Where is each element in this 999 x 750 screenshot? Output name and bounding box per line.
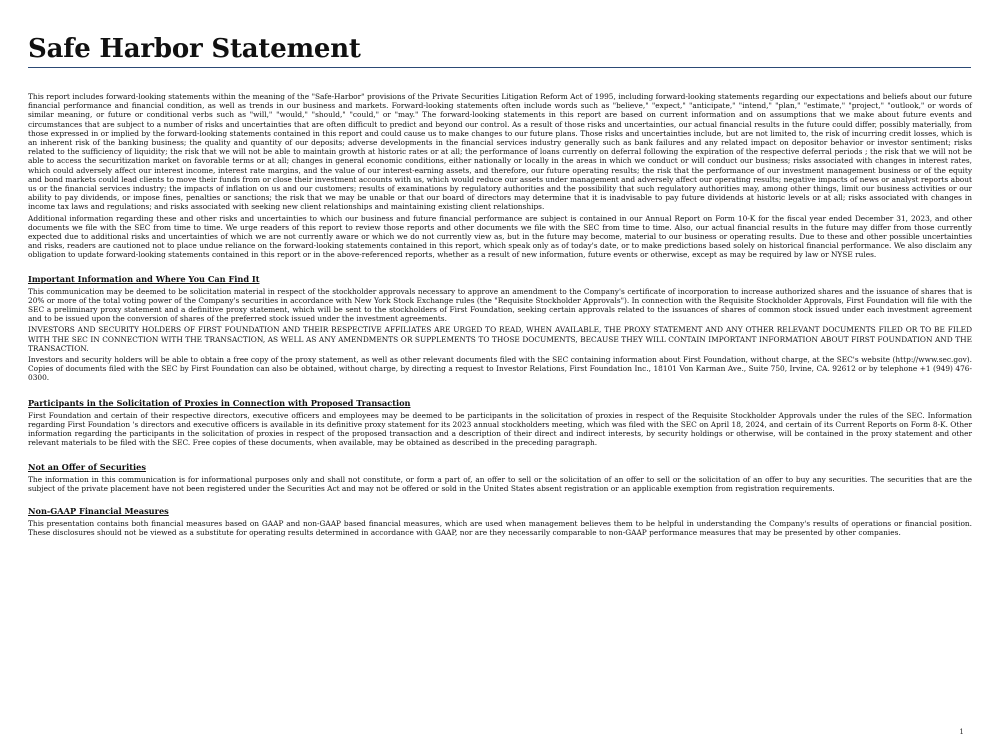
participants-paragraph: First Foundation and certain of their respective directors, executive officers and employees may be deemed to be participants in the solicitation of proxies in respect of the Requisite Stockholder Approvals under the rules of the SEC. Information regarding First Foundation 's directors and executive officers is available in its definitive proxy statement for its 2023 annual stockholders meeting, which was filed with the SEC on April 18, 2024, and certain of its Current Reports on Form 8-K. Other information regarding the participants in the solicitation of proxies in respect of the proposed transaction and a description of their direct and indirect interests, by security holdings or otherwise, will be contained in the proxy statement and other relevant materials to be filed with the SEC. Free copies of these documents, when available, may be obtained as described in the preceding paragraph.	[28, 410, 972, 448]
page-title: Safe Harbor Statement	[28, 34, 361, 64]
participants-heading: Participants in the Solicitation of Proxies in Connection with Proposed Transaction	[28, 397, 411, 408]
participants-section	[28, 398, 972, 448]
non-gaap-section	[28, 506, 972, 537]
important-information-paragraph-3: Investors and security holders will be able to obtain a free copy of the proxy statement, as well as other relevant documents filed with the SEC containing information about First Foundation, without charge, at the SEC's website (http://www.sec.gov). Copies of documents filed with the SEC by First Foundation can also be obtained, without charge, by directing a request to Investor Relations, First Foundation Inc., 18101 Von Karman Ave., Suite 750, Irvine, CA. 92612 or by telephone +1 (949) 476-0300.	[28, 355, 972, 383]
non-gaap-paragraph: This presentation contains both financial measures based on GAAP and non-GAAP based financial measures, which are used when management believes them to be helpful in understanding the Company's results of operations or financial position. These disclosures should not be viewed as a substitute for operating results determined in accordance with GAAP, nor are they necessarily comparable to non-GAAP performance measures that may be presented by other companies.	[28, 518, 972, 538]
not-an-offer-section	[28, 462, 972, 493]
important-information-paragraph-1: This communication may be deemed to be solicitation material in respect of the stockholder approvals necessary to approve an amendment to the Company's certificate of incorporation to increase authorized shares and the issuance of shares that is 20% or more of the total voting power of the Company's securities in accordance with New York Stock Exchange rules (the "Requisite Stockholder Approvals"). In connection with the Requisite Stockholder Approvals, First Foundation will file with the SEC a preliminary proxy statement and a definitive proxy statement, which will be sent to the stockholders of First Foundation, seeking certain approvals related to the issuances of shares of common stock issued under each investment agreement and to be issued upon the conversion of shares of the preferred stock issued under the investment agreements.	[28, 286, 972, 324]
important-information-heading: Important Information and Where You Can Find It	[28, 273, 260, 284]
document-body	[28, 92, 972, 537]
important-information-section	[28, 274, 972, 383]
page-number: 1	[959, 727, 964, 736]
title-underline-rule	[28, 67, 971, 68]
safe-harbor-paragraph-2: Additional information regarding these and other risks and uncertainties to which our business and future financial performance are subject is contained in our Annual Report on Form 10-K for the fiscal year ended December 31, 2023, and other documents we file with the SEC from time to time. We urge readers of this report to review those reports and other documents we file with the SEC from time to time. Also, our actual financial results in the future may differ from those currently expected due to additional risks and uncertainties of which we are not currently aware or which we do not currently view as, but in the future may become, material to our business or operating results. Due to these and other possible uncertainties and risks, readers are cautioned not to place undue reliance on the forward-looking statements contained in this report, which speak only as of today's date, or to make predictions based solely on historical financial performance. We also disclaim any obligation to update forward-looking statements contained in this report or in the above-referenced reports, whether as a result of new information, future events or otherwise, except as may be required by law or NYSE rules.	[28, 213, 972, 260]
important-information-paragraph-2: INVESTORS AND SECURITY HOLDERS OF FIRST FOUNDATION AND THEIR RESPECTIVE AFFILIATES ARE URGED TO READ, WHEN AVAILABLE, THE PROXY STATEMENT AND ANY OTHER RELEVANT DOCUMENTS FILED OR TO BE FILED WITH THE SEC IN CONNECTION WITH THE TRANSACTION, AS WELL AS ANY AMENDMENTS OR SUPPLEMENTS TO THOSE DOCUMENTS, BECAUSE THEY WILL CONTAIN IMPORTANT INFORMATION ABOUT FIRST FOUNDATION AND THE TRANSACTION.	[28, 325, 972, 353]
safe-harbor-section	[28, 92, 972, 260]
not-an-offer-heading: Not an Offer of Securities	[28, 461, 146, 472]
non-gaap-heading: Non-GAAP Financial Measures	[28, 505, 169, 516]
safe-harbor-paragraph-1: This report includes forward-looking statements within the meaning of the "Safe-Harbor" provisions of the Private Securities Litigation Reform Act of 1995, including forward-looking statements regarding our expectations and beliefs about our future financial performance and financial condition, as well as trends in our business and markets. Forward-looking statements often include words such as "believe," "expect," "anticipate," "intend," "plan," "estimate," "project," "outlook," or words of similar meaning, or future or conditional verbs such as "will," "would," "should," "could," or "may." The forward-looking statements in this report are based on current information and on assumptions that we make about future events and circumstances that are subject to a number of risks and uncertainties that are often difficult to predict and beyond our control. As a result of those risks and uncertainties, our actual financial results in the future could differ, possibly materially, from those expressed in or implied by the forward-looking statements contained in this report and could cause us to make changes to our future plans. Those risks and uncertainties include, but are not limited to, the risk of incurring credit losses, which is an inherent risk of the banking business; the quality and quantity of our deposits; adverse developments in the financial services industry generally such as bank failures and any related impact on depositor behavior or investor sentiment; risks related to the sufficiency of liquidity; the risk that we will not be able to maintain growth at historic rates or at all; the performance of loans currently on deferral following the expiration of the respective deferral periods ; the risk that we will not be able to access the securitization market on favorable terms or at all; changes in general economic conditions, either nationally or locally in the areas in which we conduct or will conduct our business; risks associated with changes in interest rates, which could adversely affect our interest income, interest rate margins, and the value of our interest-earning assets, and therefore, our future operating results; the risk that the performance of our investment management business or of the equity and bond markets could lead clients to move their funds from or close their investment accounts with us, which would reduce our assets under management and adversely affect our operating results; negative impacts of news or analyst reports about us or the financial services industry; the impacts of inflation on us and our customers; results of examinations by regulatory authorities and the possibility that such regulatory authorities may, among other things, limit our business activities or our ability to pay dividends, or impose fines, penalties or sanctions; the risk that we may be unable or that our board of directors may determine that it is inadvisable to pay future dividends at historic levels or at all; risks associated with changes in income tax laws and regulations; and risks associated with seeking new client relationships and maintaining existing client relationships.	[28, 92, 972, 212]
not-an-offer-paragraph: The information in this communication is for informational purposes only and shall not constitute, or form a part of, an offer to sell or the solicitation of an offer to sell or the solicitation of an offer to buy any securities. The securities that are the subject of the private placement have not been registered under the Securities Act and may not be offered or sold in the United States absent registration or an applicable exemption from registration requirements.	[28, 474, 972, 493]
